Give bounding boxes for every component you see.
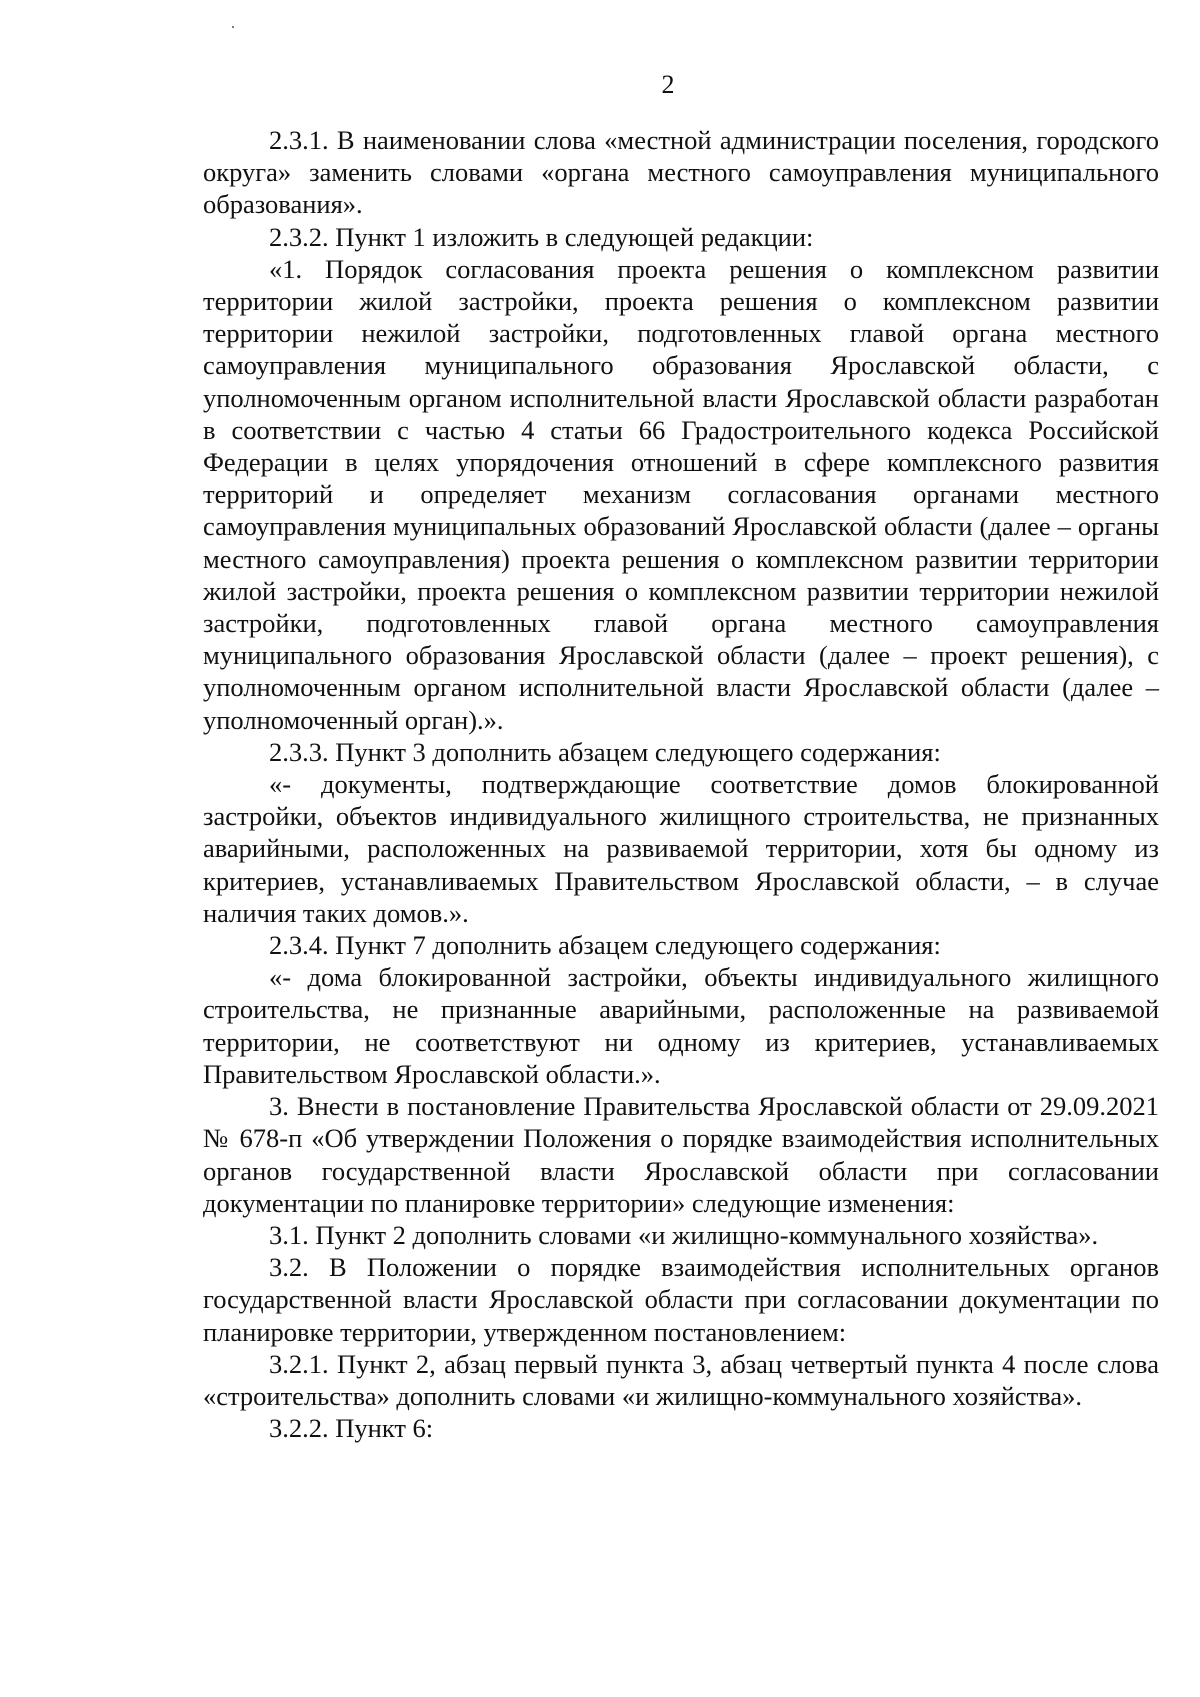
paragraph-3-1: 3.1. Пункт 2 дополнить словами «и жилищно-коммунального хозяйства». [269,1219,1099,1250]
paragraph-2-3-1: 2.3.1. В наименовании слова «местной администрации поселения, городского округа» заменить словами «органа местного самоуправления муниципального образования». [203,125,1159,220]
paragraph-3-2: 3.2. В Положении о порядке взаимодействия исполнительных органов государственной власти Ярославской области при согласовании документации по планировке территории, утвержденном постановлением: [203,1252,1159,1347]
paragraph-2-3-4: 2.3.4. Пункт 7 дополнить абзацем следующего содержания: [269,930,941,961]
paragraph-2-3-2: 2.3.2. Пункт 1 изложить в следующей редакции: [269,221,814,252]
paragraph-3-2-1: 3.2.1. Пункт 2, абзац первый пункта 3, абзац четвертый пункта 4 после слова «строительства» дополнить словами «и жилищно-коммунального хозяйства». [203,1348,1159,1411]
paragraph-2-3-3: 2.3.3. Пункт 3 дополнить абзацем следующего содержания: [269,736,941,767]
document-body [203,124,1159,1444]
page-number: 2 [661,70,675,99]
paragraph-quoted-houses: «- дома блокированной застройки, объекты индивидуального жилищного строительства, не признанные аварийными, расположенные на развиваемой территории, не соответствуют ни одному из критериев, устанавливаемых Правительством Ярославской области.». [203,962,1159,1089]
paragraph-quoted-documents: «- документы, подтверждающие соответствие домов блокированной застройки, объектов индивидуального жилищного строительства, не признанных аварийными, расположенных на развиваемой территории, хотя бы одному из критериев, устанавливаемых Правительством Ярославской области, – в случае наличия таких домов.». [203,769,1159,928]
paragraph-quoted-point-1: «1. Порядок согласования проекта решения о комплексном развитии территории жилой застройки, проекта решения о комплексном развитии территории нежилой застройки, подготовленных главой органа местного самоуправления муниципального образования Ярославской области, с уполномоченным органом исполнительной власти Ярославской области разработан в соответствии с частью 4 статьи 66 Градостроительного кодекса Российской Федерации в целях упорядочения отношений в сфере комплексного развития территорий и определяет механизм согласования органами местного самоуправления муниципальных образований Ярославской области (далее – органы местного самоуправления) проекта решения о комплексном развитии территории жилой застройки, проекта решения о комплексном развитии территории нежилой застройки, подготовленных главой органа местного самоуправления муниципального образования Ярославской области (далее – проект решения), с уполномоченным органом исполнительной власти Ярославской области (далее – уполномоченный орган).». [203,253,1159,735]
paragraph-3: 3. Внести в постановление Правительства Ярославской области от 29.09.2021 № 678-п «Об утверждении Положения о порядке взаимодействия исполнительных органов государственной власти Ярославской области при согласовании документации по планировке территории» следующие изменения: [203,1091,1159,1218]
paragraph-3-2-2: 3.2.2. Пункт 6: [269,1413,434,1444]
scan-speck [232,26,234,28]
